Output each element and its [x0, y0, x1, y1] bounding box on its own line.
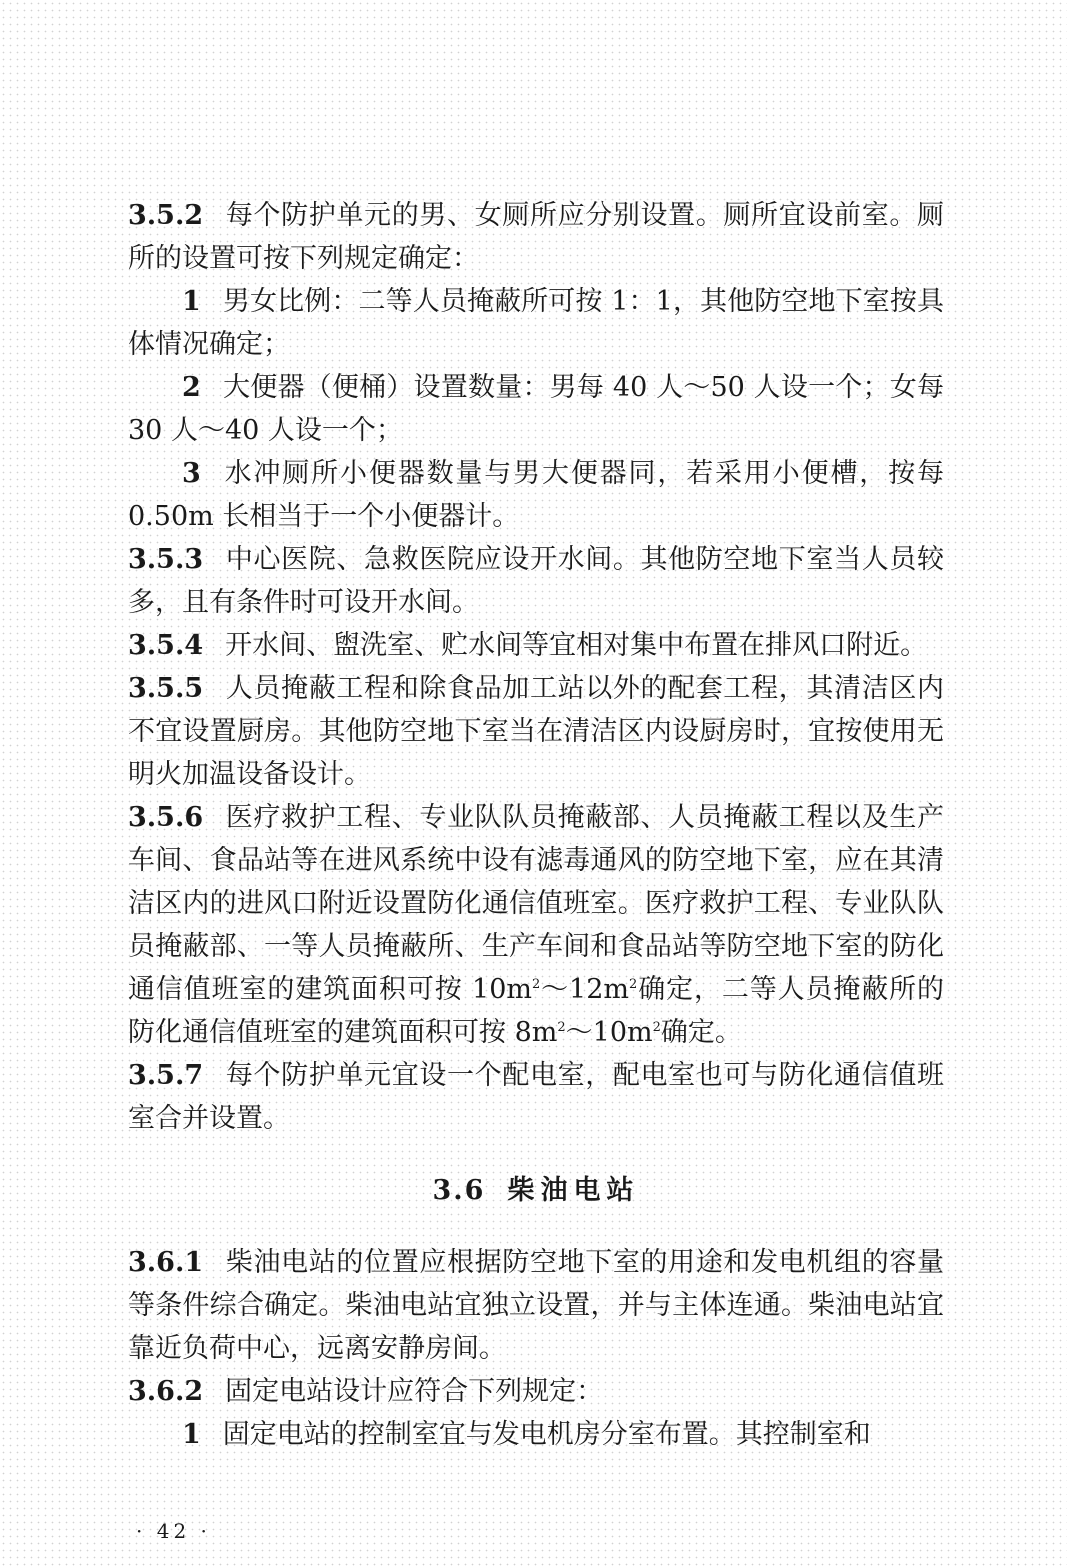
superscript: 2	[532, 977, 541, 992]
item-text: 男女比例：二等人员掩蔽所可按 1：1，其他防空地下室按具体情况确定；	[128, 286, 944, 360]
clause-3-6-1	[128, 1241, 944, 1370]
clause-text: 人员掩蔽工程和除食品加工站以外的配套工程，其清洁区内不宜设置厨房。其他防空地下室当在清洁区内设厨房时，宜按使用无明火加温设备设计。	[128, 673, 944, 790]
item-number: 3	[182, 458, 201, 489]
clause-3-5-7	[128, 1054, 944, 1140]
clause-text: ～10m	[565, 1017, 653, 1048]
clause-text: 每个防护单元的男、女厕所应分别设置。厕所宜设前室。厕所的设置可按下列规定确定：	[128, 200, 944, 274]
item-text: 水冲厕所小便器数量与男大便器同，若采用小便槽，按每 0.50m 长相当于一个小便器计。	[128, 458, 944, 532]
clause-3-5-6	[128, 796, 944, 1054]
clause-number: 3.5.4	[128, 630, 204, 661]
clause-number: 3.5.6	[128, 802, 204, 833]
clause-text: 柴油电站的位置应根据防空地下室的用途和发电机组的容量等条件综合确定。柴油电站宜独立设置，并与主体连通。柴油电站宜靠近负荷中心，远离安静房间。	[128, 1247, 944, 1364]
section-heading	[128, 1169, 944, 1212]
item-1	[128, 1413, 944, 1456]
clause-text: 医疗救护工程、专业队队员掩蔽部、人员掩蔽工程以及生产车间、食品站等在进风系统中设有滤毒通风的防空地下室，应在其清洁区内的进风口附近设置防化通信值班室。医疗救护工程、专业队队员掩蔽部、一等人员掩蔽所、生产车间和食品站等防空地下室的防化通信值班室的建筑面积可按 10m	[128, 802, 944, 1005]
clause-text: 确定。	[660, 1017, 742, 1048]
item-2	[128, 366, 944, 452]
section-number: 3.6	[432, 1175, 486, 1206]
clause-text: ～12m	[540, 974, 630, 1005]
clause-3-5-2	[128, 194, 944, 280]
section-title: 柴油电站	[507, 1175, 640, 1206]
item-number: 1	[182, 1419, 201, 1450]
clause-3-6-2	[128, 1370, 944, 1413]
item-3	[128, 452, 944, 538]
clause-number: 3.5.7	[128, 1060, 204, 1091]
item-number: 2	[182, 372, 201, 403]
item-text: 固定电站的控制室宜与发电机房分室布置。其控制室和	[222, 1419, 871, 1450]
clause-3-5-3	[128, 538, 944, 624]
clause-number: 3.6.1	[128, 1247, 204, 1278]
clause-3-5-4	[128, 624, 944, 667]
clause-text: 每个防护单元宜设一个配电室，配电室也可与防化通信值班室合并设置。	[128, 1060, 944, 1134]
clause-text: 确定，二等人员掩蔽所的防化通信值班室的建筑面积可按 8m	[128, 974, 945, 1048]
clause-text: 开水间、盥洗室、贮水间等宜相对集中布置在排风口附近。	[225, 630, 928, 661]
clause-number: 3.6.2	[128, 1376, 204, 1407]
item-1	[128, 280, 944, 366]
clause-text: 固定电站设计应符合下列规定：	[225, 1376, 604, 1407]
clause-number: 3.5.3	[128, 544, 204, 575]
page-number: · 42 ·	[136, 1519, 211, 1543]
clause-number: 3.5.2	[128, 200, 204, 231]
clause-3-5-5	[128, 667, 944, 796]
page-content	[128, 194, 944, 1456]
clause-text: 中心医院、急救医院应设开水间。其他防空地下室当人员较多，且有条件时可设开水间。	[128, 544, 944, 618]
superscript: 2	[652, 1020, 661, 1035]
item-text: 大便器（便桶）设置数量：男每 40 人～50 人设一个；女每 30 人～40 人设一个；	[128, 372, 944, 446]
clause-number: 3.5.5	[128, 673, 204, 704]
item-number: 1	[182, 286, 201, 317]
superscript: 2	[629, 977, 638, 992]
superscript: 2	[557, 1020, 566, 1035]
